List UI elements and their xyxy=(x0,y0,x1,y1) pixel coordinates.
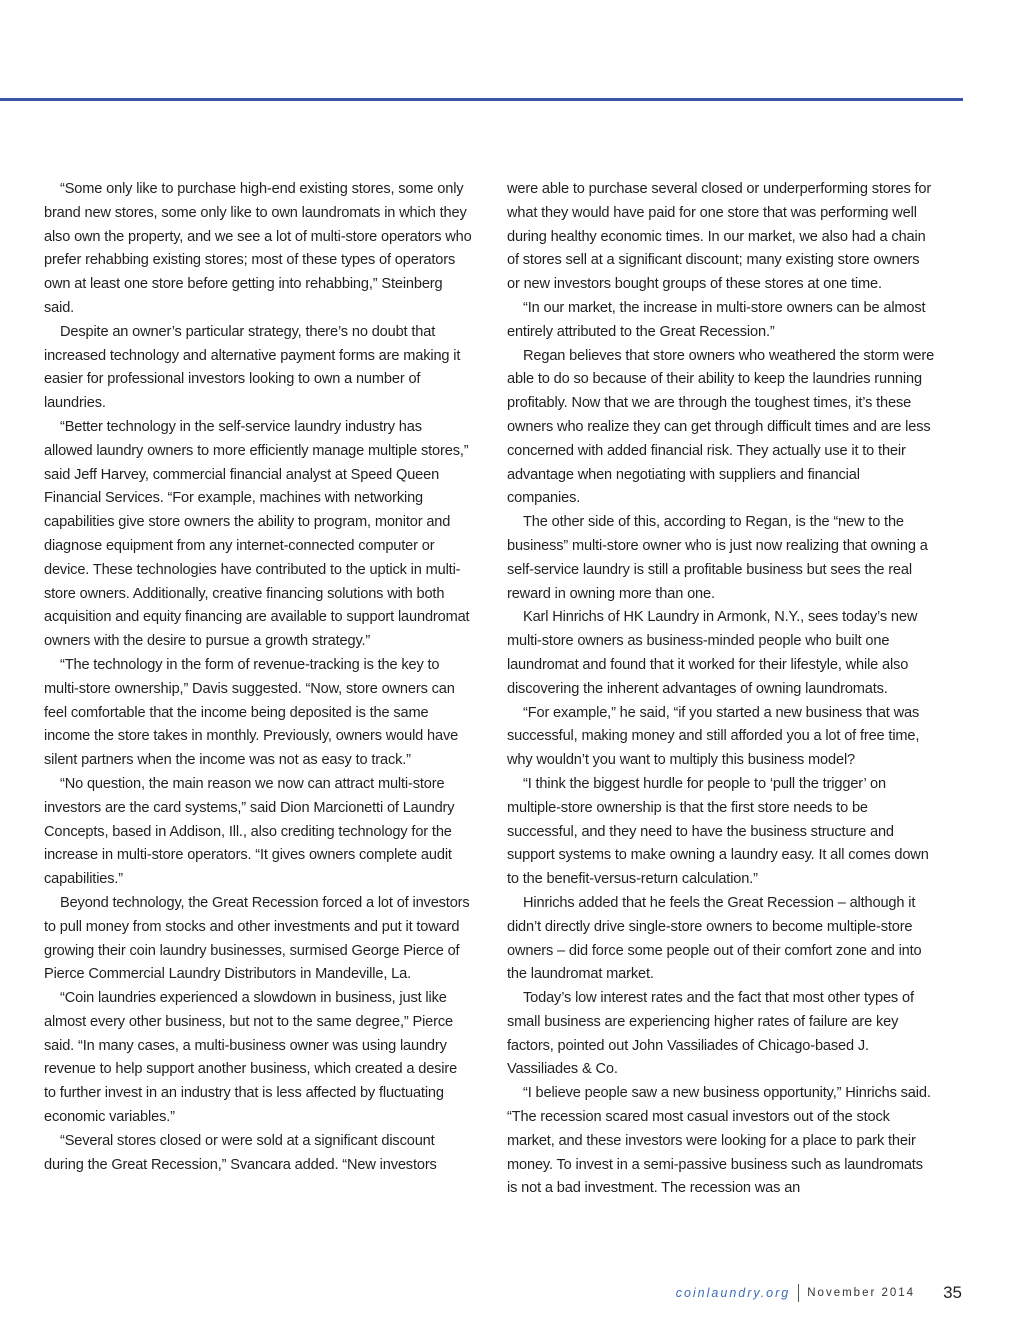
paragraph: The other side of this, according to Regan, is the “new to the business” multi-store owner who is just now realizing that owning a self-service laundry is still a profitable business but sees the real reward in owning more than one. xyxy=(507,514,928,602)
page-number: 35 xyxy=(943,1283,962,1302)
footer-site-link[interactable]: coinlaundry.org xyxy=(675,1286,791,1300)
paragraph-continuation: were able to purchase several closed or underperforming stores for what they would have paid for one store that was performing well during healthy economic times. In our market, we also had a chain of stores sell at a significant discount; many existing store owners or new investors bought groups of these stores at one time. xyxy=(507,181,932,293)
page-footer xyxy=(676,1281,962,1305)
paragraph: “The technology in the form of revenue-tracking is the key to multi-store ownership,” Davis suggested. “Now, store owners can feel comfortable that the income being deposited is the same income the store takes in monthly. Previously, owners would have silent partners when the income was not as easy to track.” xyxy=(44,656,459,769)
paragraph: “I think the biggest hurdle for people to ‘pull the trigger’ on multiple-store ownership is that the first store needs to be successful, and they need to have the business structure and support systems to make owning a laundry easy. It all comes down to the benefit-versus-return calculation.” xyxy=(507,775,929,888)
header-rule xyxy=(0,98,963,101)
paragraph: Today’s low interest rates and the fact that most other types of small business are experiencing higher rates of failure are key factors, pointed out John Vassiliades of Chicago-based J. Vassiliades & Co. xyxy=(507,990,914,1078)
paragraph: “Several stores closed or were sold at a significant discount during the Great Recession,” Svancara added. “New investors xyxy=(44,1132,437,1173)
paragraph: Beyond technology, the Great Recession forced a lot of investors to pull money from stocks and other investments and put it toward growing their coin laundry businesses, surmised George Pierce of Pierce Commercial Laundry Distributors in Mandeville, La. xyxy=(44,894,470,983)
footer-issue-date: November 2014 xyxy=(807,1287,916,1299)
paragraph: Regan believes that store owners who weathered the storm were able to do so because of their ability to keep the laundries running profitably. Now that we are through the toughest times, it’s these owners who realize they can get through difficult times and are less concerned with added financial risk. They actually use it to their advantage when negotiating with suppliers and financial companies. xyxy=(507,347,935,507)
paragraph: “No question, the main reason we now can attract multi-store investors are the card systems,” said Dion Marcionetti of Laundry Concepts, based in Addison, Ill., also crediting technology for the increase in multi-store operators. “It gives owners complete audit capabilities.” xyxy=(44,775,455,888)
paragraph: “In our market, the increase in multi-store owners can be almost entirely attributed to the Great Recession.” xyxy=(507,299,926,340)
paragraph: “For example,” he said, “if you started a new business that was successful, making money and still afforded you a lot of free time, why wouldn’t you want to multiply this business model? xyxy=(507,704,920,769)
paragraph: Despite an owner’s particular strategy, there’s no doubt that increased technology and alternative payment forms are making it easier for professional investors looking to own a number of laundries. xyxy=(44,323,461,412)
article-column-left xyxy=(44,178,472,1177)
paragraph: “I believe people saw a new business opportunity,” Hinrichs said. “The recession scared most casual investors out of the stock market, and these investors were looking for a place to park their money. To invest in a semi-passive business such as laundromats is not a bad investment. The recession was an xyxy=(507,1085,931,1197)
footer-divider xyxy=(798,1284,799,1302)
paragraph: Karl Hinrichs of HK Laundry in Armonk, N.Y., sees today’s new multi-store owners as business-minded people who built one laundromat and found that it worked for their lifestyle, while also discovering the inherent advantages of owning laundromats. xyxy=(507,609,918,697)
paragraph: “Better technology in the self-service laundry industry has allowed laundry owners to more efficiently manage multiple stores,” said Jeff Harvey, commercial financial analyst at Speed Queen Financial Services. “For example, machines with networking capabilities give store owners the ability to program, monitor and diagnose equipment from any internet-connected computer or device. These technologies have contributed to the uptick in multi-store owners. Additionally, creative financing solutions with both acquisition and equity financing are available to support laundromat owners with the desire to pursue a growth strategy.” xyxy=(44,418,470,650)
paragraph: “Some only like to purchase high-end existing stores, some only brand new stores, some only like to own laundromats in which they also own the property, and we see a lot of multi-store operators who prefer rehabbing existing stores; most of these types of operators own at least one store before getting into rehabbing,” Steinberg said. xyxy=(44,181,472,316)
paragraph: Hinrichs added that he feels the Great Recession – although it didn’t directly drive single-store owners to become multiple-store owners – did force some people out of their comfort zone and into the laundromat market. xyxy=(507,894,922,983)
paragraph: “Coin laundries experienced a slowdown in business, just like almost every other business, but not to the same degree,” Pierce said. “In many cases, a multi-business owner was using laundry revenue to help support another business, which created a desire to further invest in an industry that is less affected by fluctuating economic variables.” xyxy=(44,990,458,1126)
article-column-right xyxy=(507,178,935,1201)
